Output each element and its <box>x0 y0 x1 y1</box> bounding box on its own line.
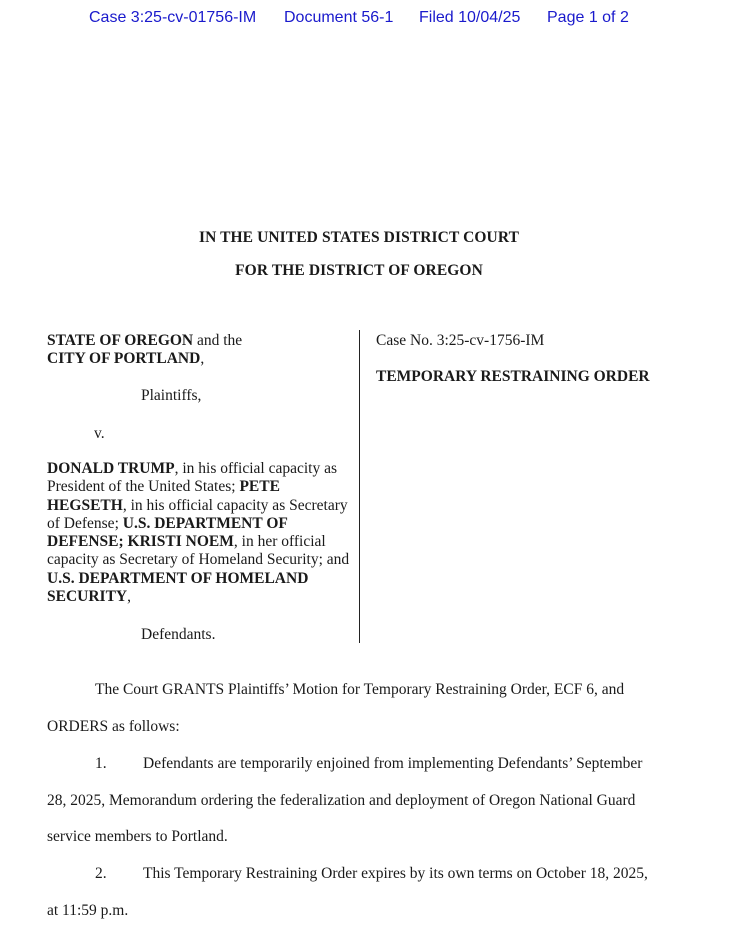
header-document-number: Document 56-1 <box>284 9 394 26</box>
plaintiffs-label: Plaintiffs, <box>141 387 202 404</box>
item-1-line-3: service members to Portland. <box>47 828 228 845</box>
defendant-dhs: U.S. DEPARTMENT OF HOMELAND SECURITY <box>47 569 309 606</box>
defendants-block <box>47 460 352 606</box>
item-2-line-2: at 11:59 p.m. <box>47 902 129 919</box>
defendant-hegseth-capacity: , in his official capacity as Secretary of Defense; <box>47 496 348 532</box>
header-filed-date: Filed 10/04/25 <box>419 9 521 26</box>
caption-divider <box>359 330 360 643</box>
defendants-label: Defendants. <box>141 626 216 643</box>
item-2-line-1: This Temporary Restraining Order expires by its own terms on October 18, 2025, <box>143 865 648 882</box>
intro-line-2: ORDERS as follows: <box>47 718 180 735</box>
item-1-line-2: 28, 2025, Memorandum ordering the federalization and deployment of Oregon National Guard <box>47 792 636 809</box>
header-page-count: Page 1 of 2 <box>547 9 629 26</box>
defendant-trump: DONALD TRUMP <box>47 460 175 477</box>
versus: v. <box>94 425 105 442</box>
defendant-dod-noem: U.S. DEPARTMENT OF DEFENSE; KRISTI NOEM <box>47 514 288 551</box>
header-case-number: Case 3:25-cv-01756-IM <box>89 9 257 26</box>
defendant-trump-capacity: , in his official capacity as President of the United States; <box>47 460 338 496</box>
item-1-number: 1. <box>95 755 107 772</box>
plaintiffs-block <box>47 332 357 369</box>
plaintiff-state: STATE OF OREGON <box>47 332 194 349</box>
court-title-line2: FOR THE DISTRICT OF OREGON <box>235 262 483 279</box>
item-1-line-1: Defendants are temporarily enjoined from implementing Defendants’ September <box>143 755 643 772</box>
defendant-noem-capacity: , in her official capacity as Secretary of Homeland Security; and <box>47 533 350 569</box>
defendant-hegseth: PETE HEGSETH <box>47 478 280 514</box>
defendant-end: , <box>127 588 131 606</box>
plaintiff-city: CITY OF PORTLAND <box>47 350 201 368</box>
court-title-line1: IN THE UNITED STATES DISTRICT COURT <box>198 229 520 246</box>
case-number: Case No. 3:25-cv-1756-IM <box>376 332 545 349</box>
plaintiff-end: , <box>200 350 205 368</box>
document-title: TEMPORARY RESTRAINING ORDER <box>376 368 650 385</box>
ecf-header <box>0 9 744 29</box>
plaintiff-join: and the <box>193 332 243 349</box>
item-2-number: 2. <box>95 865 107 882</box>
intro-line-1: The Court GRANTS Plaintiffs’ Motion for Temporary Restraining Order, ECF 6, and <box>95 681 625 698</box>
